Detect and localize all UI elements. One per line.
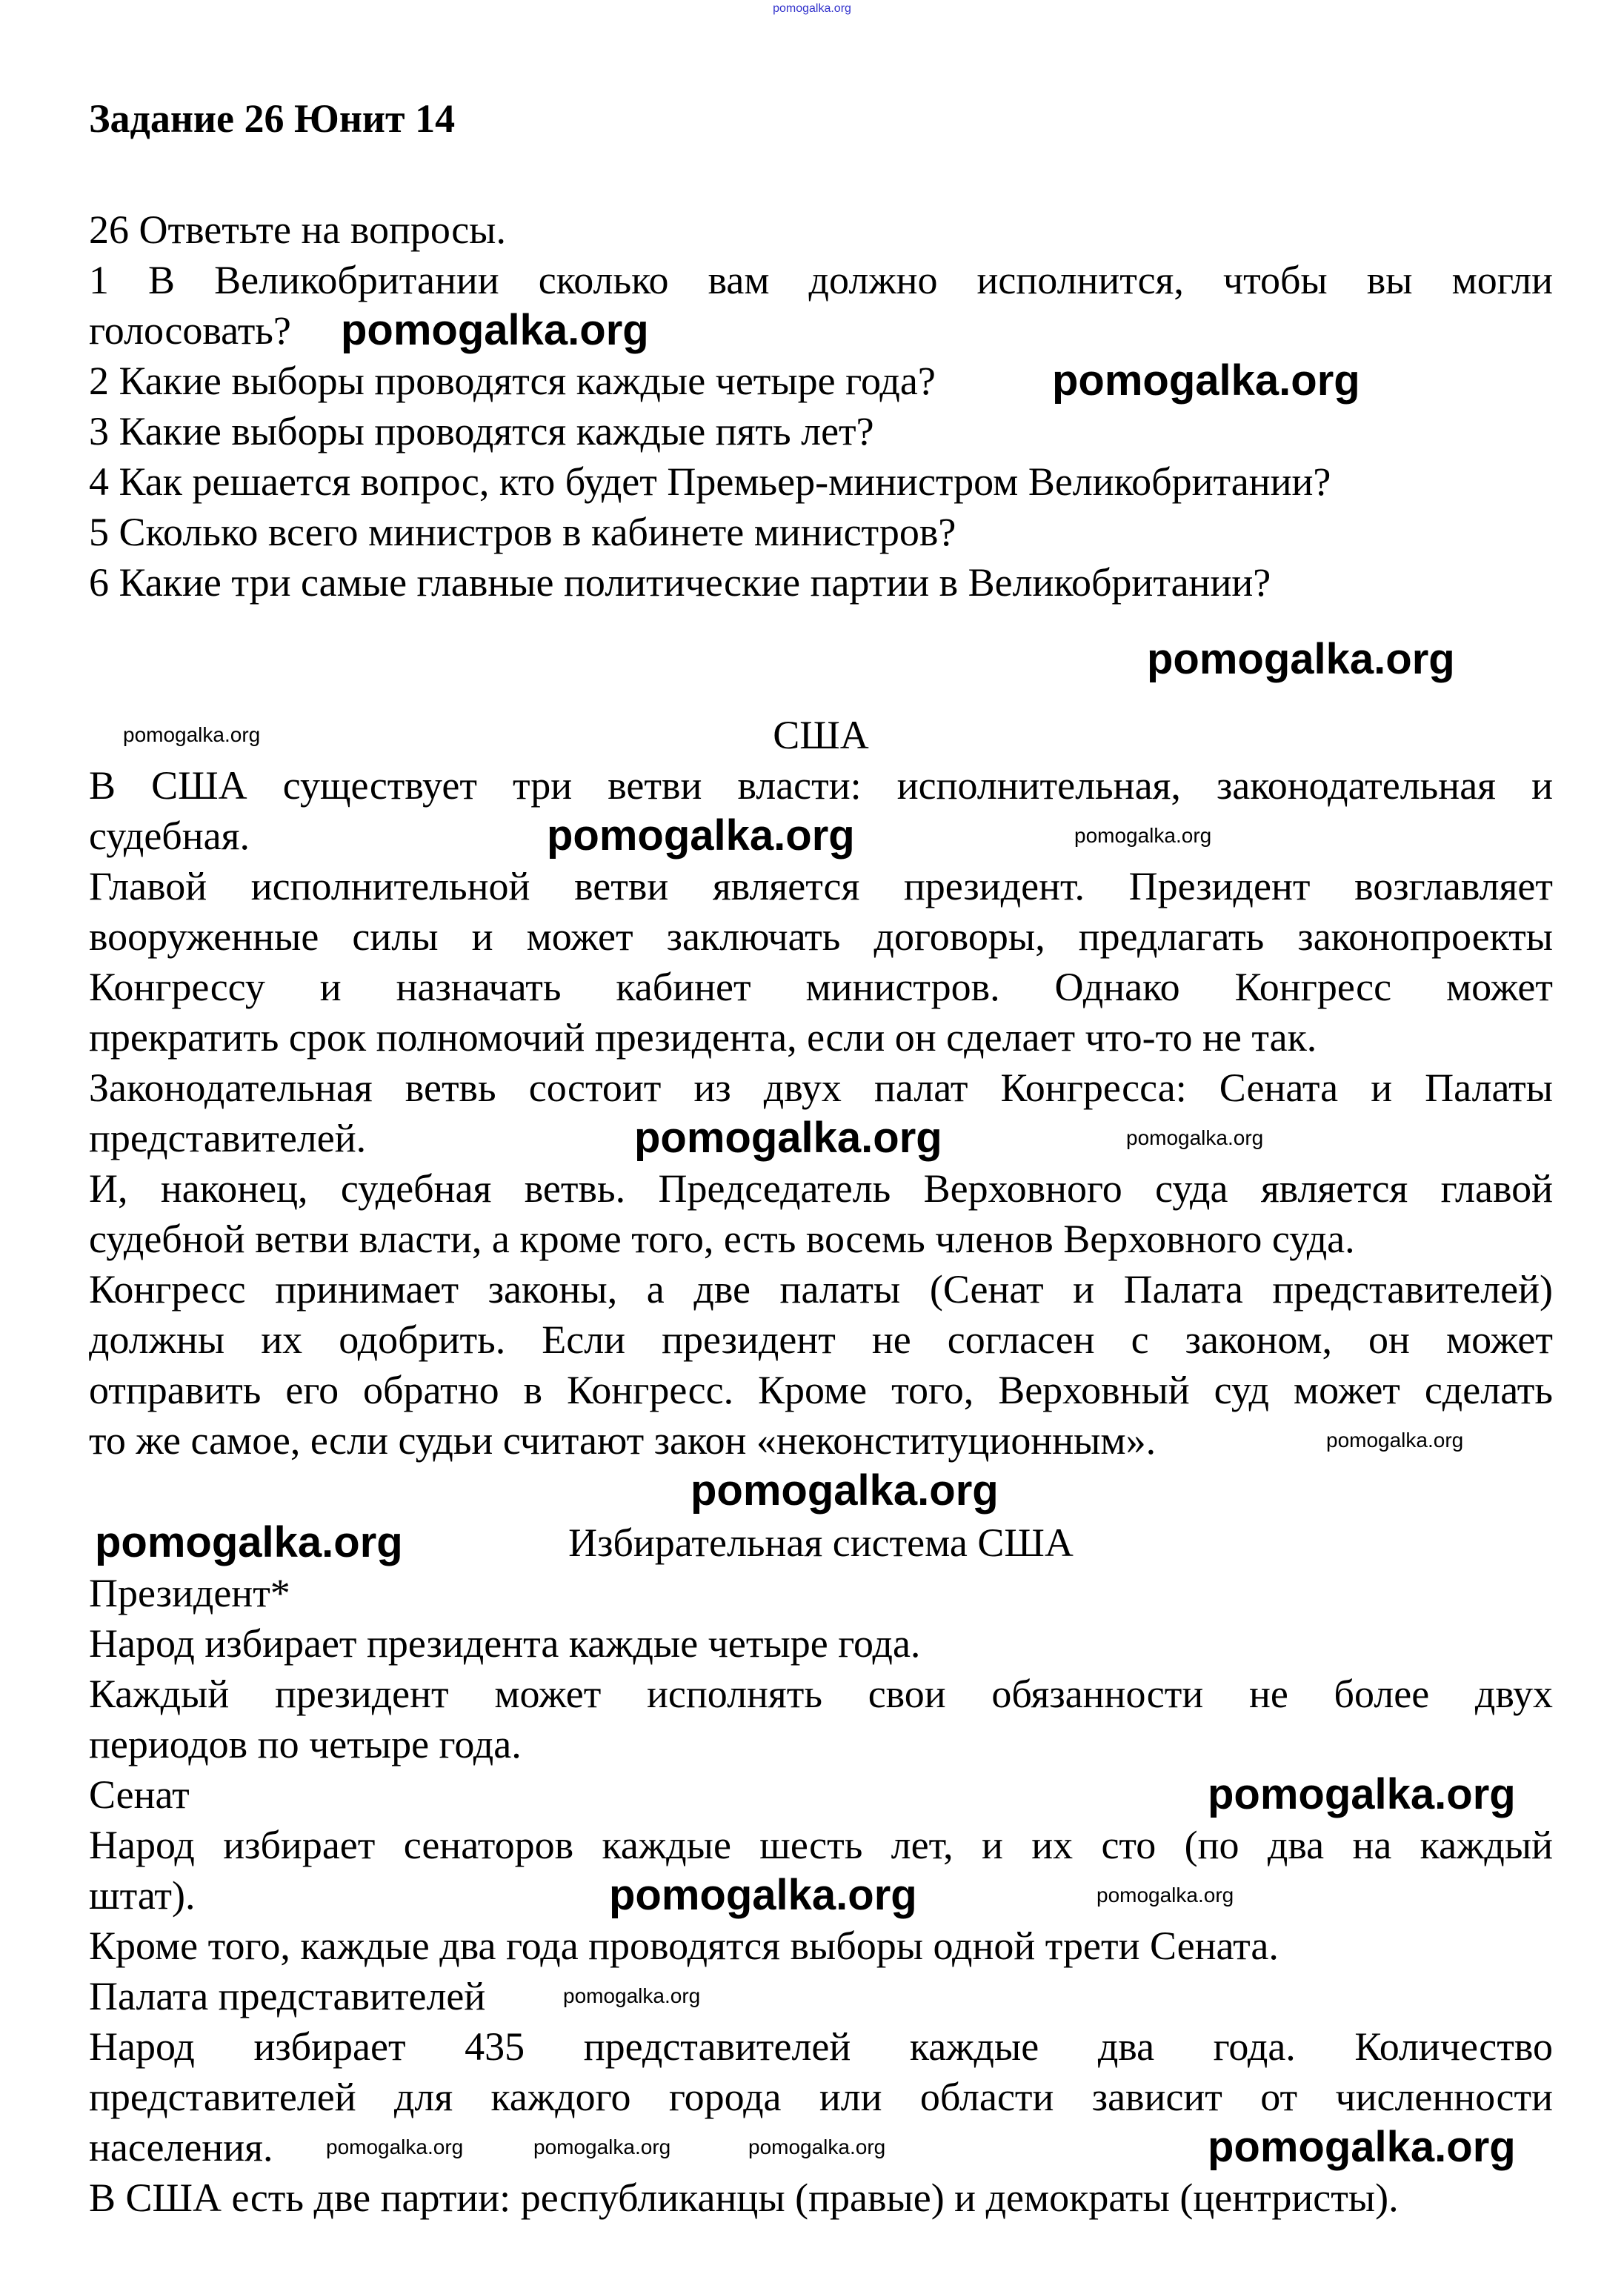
text-line: представителей для каждого города или области зависит от численности xyxy=(89,2075,1553,2119)
text-line: должны их одобрить. Если президент не согласен с законом, он может xyxy=(89,1317,1553,1362)
text-line: Президент* xyxy=(89,1571,290,1615)
watermark: pomogalka.org xyxy=(690,1466,999,1515)
text-line: периодов по четыре года. xyxy=(89,1722,522,1766)
watermark: pomogalka.org xyxy=(1052,356,1360,405)
text-line: представителей. xyxy=(89,1116,367,1160)
watermark: pomogalka.org xyxy=(1147,635,1455,683)
watermark: pomogalka.org xyxy=(326,2135,464,2158)
text-line: Народ избирает 435 представителей каждые два года. Количество xyxy=(89,2024,1553,2069)
watermark: pomogalka.org xyxy=(547,811,855,860)
watermark: pomogalka.org xyxy=(1126,1126,1264,1149)
text-line: Кроме того, каждые два года проводятся выборы одной трети Сената. xyxy=(89,1924,1279,1968)
page-title: Задание 26 Юнит 14 xyxy=(89,96,456,141)
text-line: Конгресс принимает законы, а две палаты (Сенат и Палата представителей) xyxy=(89,1267,1553,1312)
watermark: pomogalka.org xyxy=(1208,2123,1516,2171)
watermark: pomogalka.org xyxy=(1326,1429,1464,1452)
text-line: судебной ветви власти, а кроме того, есть восемь членов Верховного суда. xyxy=(89,1217,1355,1261)
text-line: то же самое, если судьи считают закон «неконституционным». xyxy=(89,1418,1157,1463)
electoral-heading: Избирательная система США xyxy=(568,1520,1074,1565)
text-line: И, наконец, судебная ветвь. Председатель Верховного суда является главой xyxy=(89,1166,1553,1211)
text-line: 1 В Великобритании сколько вам должно исполнится, чтобы вы могли xyxy=(89,258,1553,302)
watermark: pomogalka.org xyxy=(341,306,649,354)
watermark: pomogalka.org xyxy=(1208,1770,1516,1818)
text-line: судебная. xyxy=(89,814,250,858)
watermark: pomogalka.org xyxy=(95,1518,403,1566)
watermark: pomogalka.org xyxy=(1074,824,1212,847)
text-line: Законодательная ветвь состоит из двух палат Конгресса: Сената и Палаты xyxy=(89,1066,1553,1110)
watermark: pomogalka.org xyxy=(123,723,261,746)
text-line: В США есть две партии: республиканцы (правые) и демократы (центристы). xyxy=(89,2175,1399,2220)
text-line: отправить его обратно в Конгресс. Кроме того, Верховный суд может сделать xyxy=(89,1368,1553,1412)
text-line: 26 Ответьте на вопросы. xyxy=(89,207,506,252)
header-watermark: pomogalka.org xyxy=(773,2,851,15)
text-line: 5 Сколько всего министров в кабинете министров? xyxy=(89,510,956,554)
text-line: Народ избирает сенаторов каждые шесть лет, и их сто (по два на каждый xyxy=(89,1823,1553,1867)
text-line: 2 Какие выборы проводятся каждые четыре года? xyxy=(89,359,936,403)
text-line: 6 Какие три самые главные политические партии в Великобритании? xyxy=(89,560,1271,605)
watermark: pomogalka.org xyxy=(533,2135,671,2158)
watermark: pomogalka.org xyxy=(563,1984,701,2007)
watermark: pomogalka.org xyxy=(634,1114,942,1162)
text-line: штат). xyxy=(89,1873,196,1918)
text-line: Народ избирает президента каждые четыре года. xyxy=(89,1621,921,1666)
text-line: 4 Как решается вопрос, кто будет Премьер-министром Великобритании? xyxy=(89,459,1331,504)
text-line: вооруженные силы и может заключать договоры, предлагать законопроекты xyxy=(89,914,1553,959)
text-line: 3 Какие выборы проводятся каждые пять лет? xyxy=(89,409,874,453)
watermark: pomogalka.org xyxy=(609,1871,917,1919)
text-line: голосовать? xyxy=(89,308,291,353)
text-line: Палата представителей xyxy=(89,1974,486,2018)
text-line: Сенат xyxy=(89,1772,190,1817)
text-line: Главой исполнительной ветви является президент. Президент возглавляет xyxy=(89,864,1553,908)
watermark: pomogalka.org xyxy=(1096,1884,1234,1907)
text-line: В США существует три ветви власти: исполнительная, законодательная и xyxy=(89,763,1553,808)
text-line: прекратить срок полномочий президента, если он сделает что-то не так. xyxy=(89,1015,1317,1060)
usa-heading: США xyxy=(773,713,869,757)
watermark: pomogalka.org xyxy=(748,2135,886,2158)
text-line: Каждый президент может исполнять свои обязанности не более двух xyxy=(89,1672,1553,1716)
questions-section xyxy=(89,205,1553,608)
text-line: Конгрессу и назначать кабинет министров. Однако Конгресс может xyxy=(89,965,1553,1009)
text-line: населения. xyxy=(89,2125,273,2170)
